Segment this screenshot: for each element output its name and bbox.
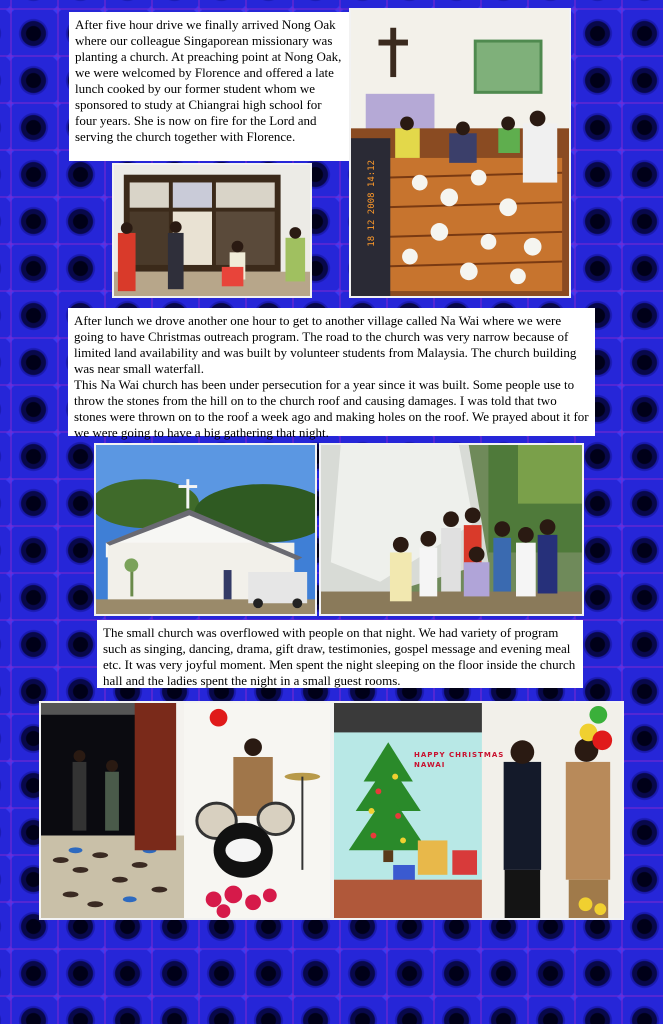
church-building-photo [94,443,317,616]
church-evening-photo [39,701,332,920]
christmas-banner-line1: HAPPY CHRISTMAS [414,751,505,759]
christmas-program-photo [332,701,624,920]
lunch-photo [349,8,571,298]
preaching-point-photo [112,163,312,298]
evening-paragraph: The small church was overflowed with people on that night. We had variety of program such as singing, dancing, drama, gift draw, testimonies, gospel message and evening meal etc. It was very joyful moment. Men spent the night sleeping on the floor inside the church hall and the ladies spent the night in a small guest rooms. [97,620,583,688]
intro-paragraph: After five hour drive we finally arrived Nong Oak where our colleague Singaporean missionary was planting a church. At preaching point at Nong Oak, we were welcomed by Florence and offered a late lunch cooked by our former student whom we sponsored to study at Chiangrai high school for four years. She is now on fire for the Lord and serving the church together with Florence. [69,12,349,161]
christmas-banner-line2: NAWAI [414,761,446,769]
waterfall-group-photo [319,443,584,616]
date-stamp: 18 12 2008 14:12 [367,160,377,247]
na-wai-paragraph: After lunch we drove another one hour to get to another village called Na Wai where we were going to have Christmas outreach program. The road to the church was very narrow because of limited land availability and was built by volunteer students from Malaysia. The church building was near small waterfall. This Na Wai church has been under persecution for a year since it was built. Some people use to throw the stones from the hill on to the church roof and causing damages. I was told that two stones were thrown on to the roof a week ago and making holes on the roof. We prayed about it for we were going to have a big gathering that night. [68,308,595,436]
